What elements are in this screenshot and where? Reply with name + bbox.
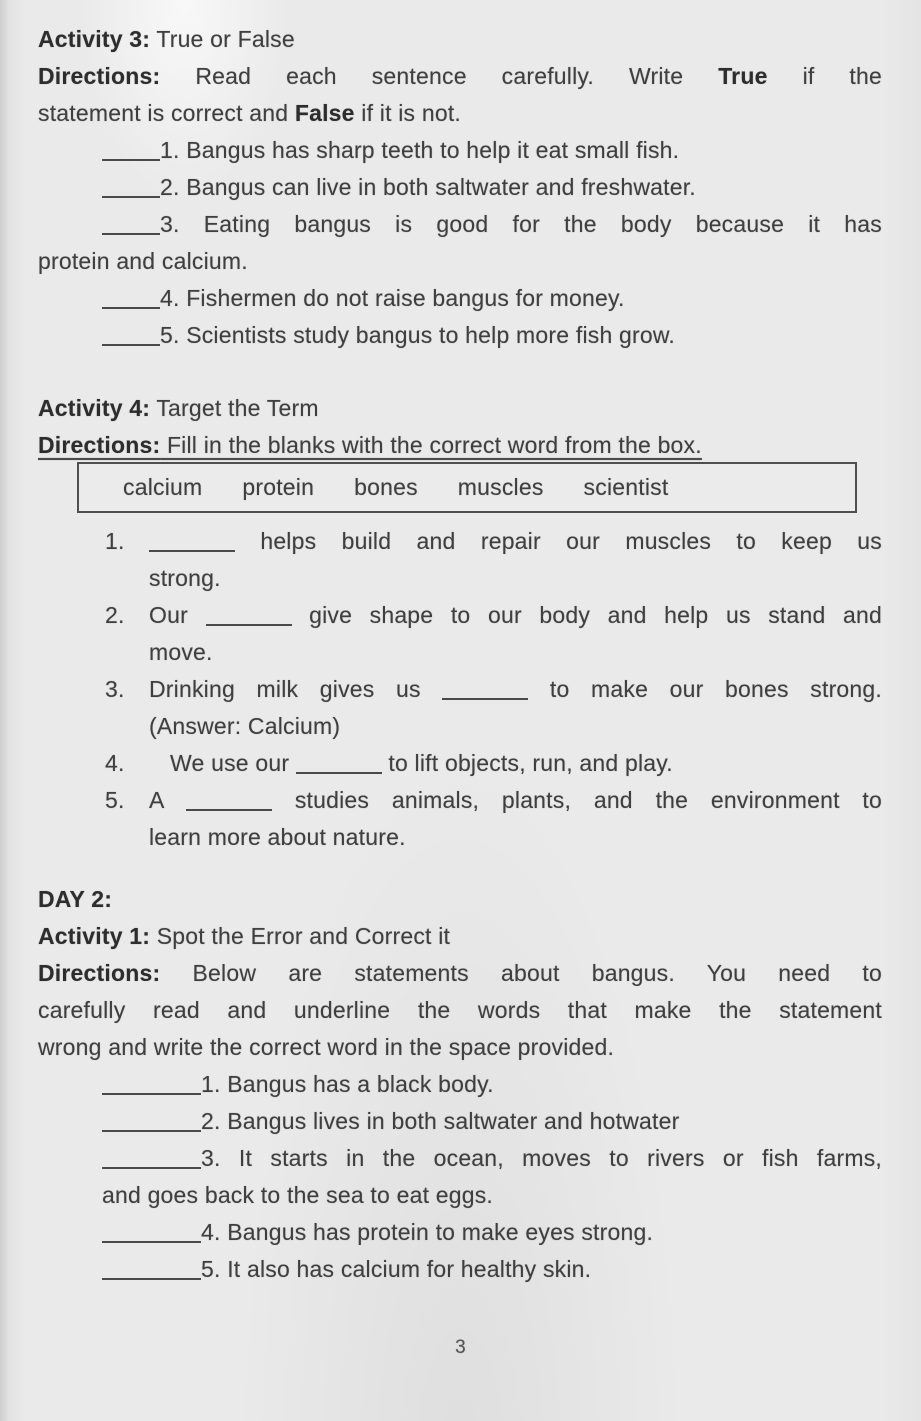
fill-blank-item — [105, 671, 882, 745]
answer-blank — [206, 603, 292, 626]
item-number: 1. — [160, 137, 180, 163]
item-number: 5. — [160, 322, 180, 348]
item-line-continuation: and goes back to the sea to eat eggs. — [102, 1182, 494, 1208]
day2-activity1-heading — [38, 918, 882, 955]
item-body — [149, 597, 882, 671]
directions-text: if it is not. — [361, 100, 462, 126]
directions-bold-false: False — [294, 100, 355, 126]
directions-line — [38, 95, 882, 132]
directions-text: Below are statements about bangus. You need to — [192, 960, 882, 986]
answer-blank — [102, 1257, 201, 1280]
fill-blank-item — [105, 597, 882, 671]
activity1-heading-label: Activity 1: — [38, 923, 151, 949]
activity4-heading-title: Target the Term — [156, 395, 319, 421]
answer-blank — [102, 1220, 201, 1243]
item-text: give shape to our body and help us stand and — [309, 602, 883, 628]
item-text: A — [149, 787, 164, 813]
directions-label: Directions: — [38, 960, 161, 986]
item-line-continuation: move. — [149, 639, 213, 665]
activity4-heading — [38, 390, 882, 427]
item-body — [149, 745, 882, 782]
fill-blank-item — [105, 523, 882, 597]
item-line — [38, 280, 882, 317]
answer-blank — [186, 788, 272, 811]
spot-error-item — [38, 1066, 882, 1103]
item-line-continuation: protein and calcium. — [38, 248, 248, 274]
answer-blank — [149, 529, 235, 552]
page-number: 3 — [455, 1337, 466, 1358]
directions-line: wrong and write the correct word in the space provided. — [38, 1034, 615, 1060]
item-number: 1. — [201, 1071, 221, 1097]
item-number: 3. — [105, 676, 125, 702]
answer-blank — [296, 751, 382, 774]
item-number: 4. — [201, 1219, 221, 1245]
activity1-heading-title: Spot the Error and Correct it — [156, 923, 451, 949]
item-text: We use our — [170, 750, 290, 776]
fill-blank-item — [105, 782, 882, 856]
item-line — [102, 1140, 882, 1177]
directions-text: Fill in the blanks with the correct word from the box. — [166, 432, 702, 458]
true-false-item — [38, 317, 882, 354]
item-text: helps build and repair our muscles to keep us — [260, 528, 882, 554]
item-text: to make our bones strong. — [549, 676, 882, 702]
item-number: 2. — [201, 1108, 221, 1134]
directions-bold-true: True — [718, 63, 768, 89]
item-text: studies animals, plants, and the environment to — [294, 787, 883, 813]
item-text: Drinking milk gives us — [149, 676, 421, 702]
item-line — [38, 206, 882, 243]
item-line — [102, 1251, 882, 1288]
item-line — [102, 1214, 882, 1251]
activity3-heading — [38, 21, 882, 58]
true-false-item — [38, 206, 882, 280]
item-text: Bangus can live in both saltwater and freshwater. — [186, 174, 696, 200]
directions-underlined-line — [38, 432, 702, 458]
activity4-items — [38, 523, 882, 856]
item-line — [149, 523, 882, 560]
directions-label: Directions: — [38, 432, 161, 458]
spot-error-item — [38, 1140, 882, 1214]
item-body — [149, 671, 882, 745]
item-line-continuation: learn more about nature. — [149, 824, 406, 850]
directions-label: Directions: — [38, 63, 161, 89]
word-bank-box — [77, 462, 857, 513]
item-text: Bangus has sharp teeth to help it eat small fish. — [186, 137, 680, 163]
item-number: 3. — [201, 1145, 221, 1171]
item-text: It also has calcium for healthy skin. — [227, 1256, 592, 1282]
item-number: 3. — [160, 211, 180, 237]
item-text: to lift objects, run, and play. — [388, 750, 673, 776]
item-line-continuation: strong. — [149, 565, 221, 591]
activity3-heading-title: True or False — [156, 26, 295, 52]
item-line — [149, 782, 882, 819]
word-bank-word: bones — [354, 474, 418, 500]
answer-blank — [102, 323, 160, 346]
item-text: Bangus lives in both saltwater and hotwater — [227, 1108, 680, 1134]
directions-text: statement is correct and — [38, 100, 289, 126]
true-false-item — [38, 169, 882, 206]
item-number: 4. — [160, 285, 180, 311]
item-number: 2. — [105, 602, 125, 628]
directions-line — [38, 58, 882, 95]
item-body — [149, 523, 882, 597]
activity3-heading-label: Activity 3: — [38, 26, 151, 52]
spot-error-item — [38, 1103, 882, 1140]
item-line — [38, 169, 882, 206]
activity4-section — [38, 390, 882, 856]
answer-blank — [102, 1072, 201, 1095]
directions-text: if the — [802, 63, 883, 89]
item-line — [149, 671, 882, 708]
item-text: Bangus has protein to make eyes strong. — [227, 1219, 654, 1245]
item-text: Our — [149, 602, 188, 628]
day2-section — [38, 881, 882, 1288]
activity3-section — [38, 21, 882, 354]
answer-blank — [442, 677, 528, 700]
item-text: Eating bangus is good for the body because it has — [203, 211, 882, 237]
item-body — [149, 782, 882, 856]
item-line — [149, 745, 882, 782]
item-text: Scientists study bangus to help more fish grow. — [186, 322, 676, 348]
directions-text: Read each sentence carefully. Write — [195, 63, 684, 89]
answer-blank — [102, 286, 160, 309]
item-number: 2. — [160, 174, 180, 200]
item-text: It starts in the ocean, moves to rivers or fish farms, — [238, 1145, 882, 1171]
activity4-directions — [38, 427, 882, 464]
item-number: 5. — [201, 1256, 221, 1282]
item-line — [38, 317, 882, 354]
directions-line — [38, 955, 882, 992]
word-bank-word: protein — [242, 474, 315, 500]
item-number: 5. — [105, 787, 125, 813]
item-number: 4. — [105, 750, 125, 776]
answer-blank — [102, 212, 160, 235]
answer-blank — [102, 1109, 201, 1132]
true-false-item — [38, 280, 882, 317]
day2-heading — [38, 881, 882, 918]
fill-blank-item — [105, 745, 882, 782]
item-answer-note: (Answer: Calcium) — [149, 713, 341, 739]
word-bank-word: muscles — [457, 474, 544, 500]
day2-directions — [38, 955, 882, 1066]
activity3-directions — [38, 58, 882, 132]
item-text: Fishermen do not raise bangus for money. — [186, 285, 625, 311]
item-line — [102, 1066, 882, 1103]
answer-blank — [102, 1146, 201, 1169]
word-bank-word: calcium — [123, 474, 203, 500]
spot-error-item — [38, 1251, 882, 1288]
item-line — [102, 1103, 882, 1140]
item-text: Bangus has a black body. — [227, 1071, 494, 1097]
item-line — [38, 132, 882, 169]
answer-blank — [102, 175, 160, 198]
answer-blank — [102, 138, 160, 161]
item-number: 1. — [105, 528, 125, 554]
day2-heading-label: DAY 2: — [38, 886, 113, 912]
item-line — [149, 597, 882, 634]
true-false-item — [38, 132, 882, 169]
word-bank-word: scientist — [583, 474, 669, 500]
directions-line: carefully read and underline the words that make the statement — [38, 997, 882, 1023]
activity4-heading-label: Activity 4: — [38, 395, 151, 421]
spot-error-item — [38, 1214, 882, 1251]
